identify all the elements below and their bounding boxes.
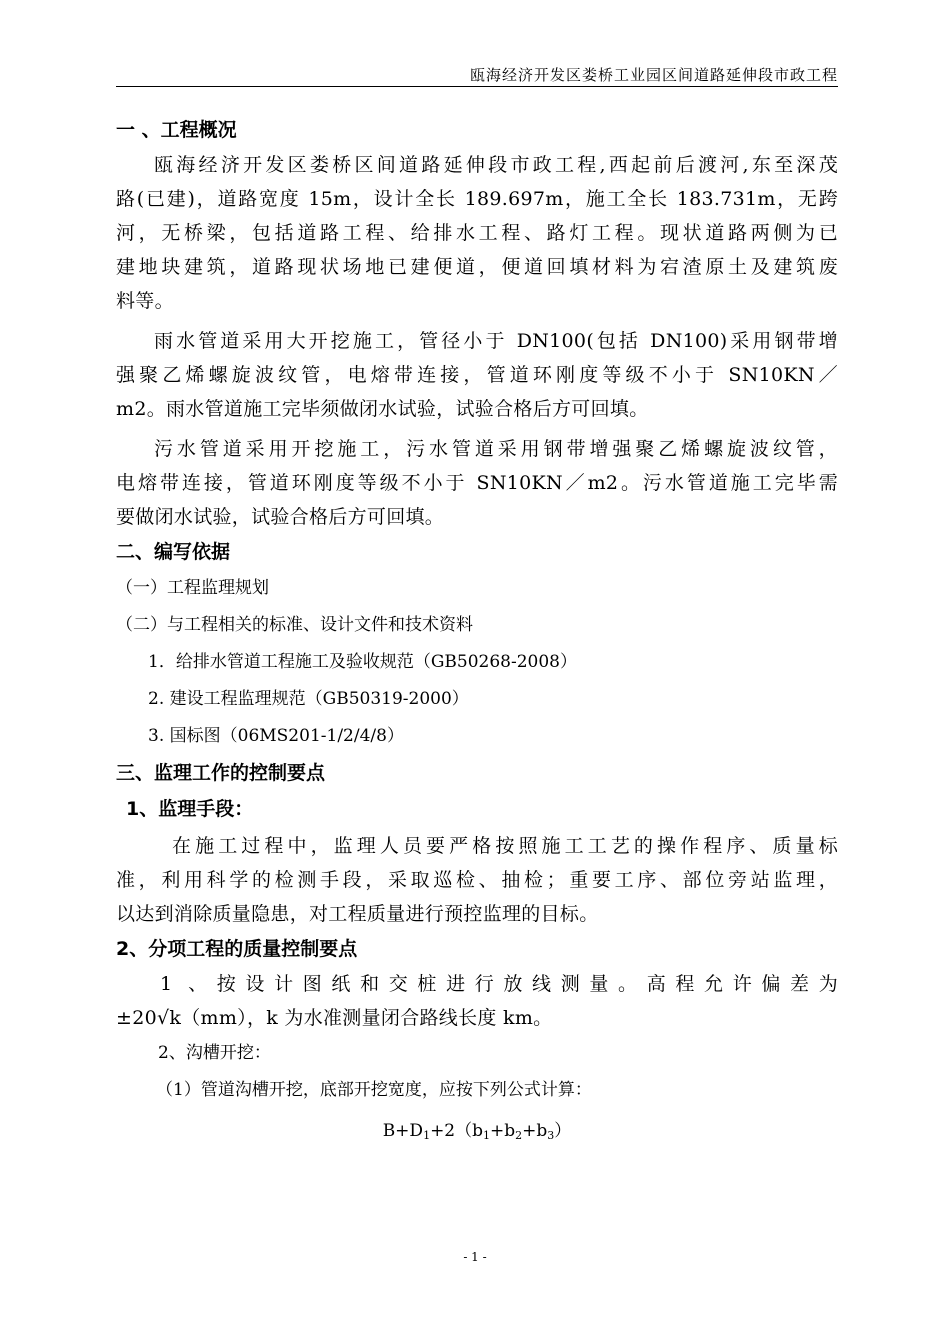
formula-part: +b (522, 1121, 548, 1141)
subheading-supervision-means: 1、监理手段： (126, 798, 254, 820)
formula-part: ） (554, 1121, 572, 1141)
reference-item: 3. 国标图（06MS201-1/2/4/8） (148, 726, 404, 746)
trench-item: 2、沟槽开挖： (158, 1043, 271, 1063)
formula-subscript: 3 (547, 1129, 555, 1142)
header-rule (116, 86, 838, 87)
page-number: - 1 - (463, 1250, 487, 1264)
section-heading-control-points: 三、监理工作的控制要点 (116, 762, 326, 784)
reference-item: 2. 建设工程监理规范（GB50319-2000） (148, 689, 469, 709)
paragraph-line: 电熔带连接，管道环刚度等级不小于 SN10KN／m2。污水管道施工完毕需 (116, 472, 838, 494)
formula-subscript: 2 (515, 1129, 523, 1142)
survey-paragraph (116, 967, 838, 1035)
paragraph-line: 在施工过程中，监理人员要严格按照施工工艺的操作程序、质量标 (172, 835, 838, 857)
basis-item: （一）工程监理规划 (116, 578, 269, 598)
formula-subscript: 1 (483, 1129, 491, 1142)
supervision-paragraph (116, 829, 838, 931)
formula-part: B+D (382, 1121, 424, 1141)
section-heading-overview: 一 、工程概况 (116, 119, 237, 141)
paragraph-line: 要做闭水试验，试验合格后方可回填。 (116, 506, 445, 528)
paragraph-line: 强聚乙烯螺旋波纹管，电熔带连接，管道环刚度等级不小于 SN10KN／ (116, 364, 838, 386)
overview-paragraph (116, 148, 838, 318)
reference-item: 1．给排水管道工程施工及验收规范（GB50268-2008） (148, 652, 577, 672)
formula-subscript: 1 (423, 1129, 431, 1142)
trench-subitem: （1）管道沟槽开挖，底部开挖宽度，应按下列公式计算： (156, 1080, 592, 1100)
formula-part: +2（b (430, 1121, 484, 1141)
paragraph-line: 雨水管道采用大开挖施工，管径小于 DN100(包括 DN100)采用钢带增 (154, 330, 838, 352)
paragraph-line: 料等。 (116, 290, 174, 312)
section-heading-basis: 二、编写依据 (116, 541, 231, 563)
paragraph-line: ±20√k（mm），k 为水准测量闭合路线长度 km。 (116, 1007, 553, 1029)
paragraph-line: m2。雨水管道施工完毕须做闭水试验，试验合格后方可回填。 (116, 398, 649, 420)
paragraph-line: 1 、按设计图纸和交桩进行放线测量。高程允许偏差为 (160, 973, 838, 995)
paragraph-line: 以达到消除质量隐患，对工程质量进行预控监理的目标。 (116, 903, 599, 925)
formula-part: +b (490, 1121, 516, 1141)
paragraph-line: 瓯海经济开发区娄桥区间道路延伸段市政工程,西起前后渡河,东至深茂 (154, 154, 838, 176)
basis-item: （二）与工程相关的标准、设计文件和技术资料 (116, 615, 473, 635)
paragraph-line: 准，利用科学的检测手段，采取巡检、抽检；重要工序、部位旁站监理， (116, 869, 838, 891)
width-formula (116, 1109, 838, 1153)
paragraph-line: 建地块建筑，道路现状场地已建便道，便道回填材料为宕渣原土及建筑废 (116, 256, 838, 278)
subheading-quality-control: 2、分项工程的质量控制要点 (116, 938, 358, 960)
sewage-paragraph (116, 432, 838, 534)
paragraph-line: 污水管道采用开挖施工，污水管道采用钢带增强聚乙烯螺旋波纹管， (154, 438, 838, 460)
document-body (116, 112, 838, 1153)
paragraph-line: 路(已建)，道路宽度 15m，设计全长 189.697m，施工全长 183.731m，无跨 (116, 188, 838, 210)
running-header: 瓯海经济开发区娄桥工业园区间道路延伸段市政工程 (469, 66, 838, 84)
paragraph-line: 河，无桥梁，包括道路工程、给排水工程、路灯工程。现状道路两侧为已 (116, 222, 838, 244)
stormwater-paragraph (116, 324, 838, 426)
